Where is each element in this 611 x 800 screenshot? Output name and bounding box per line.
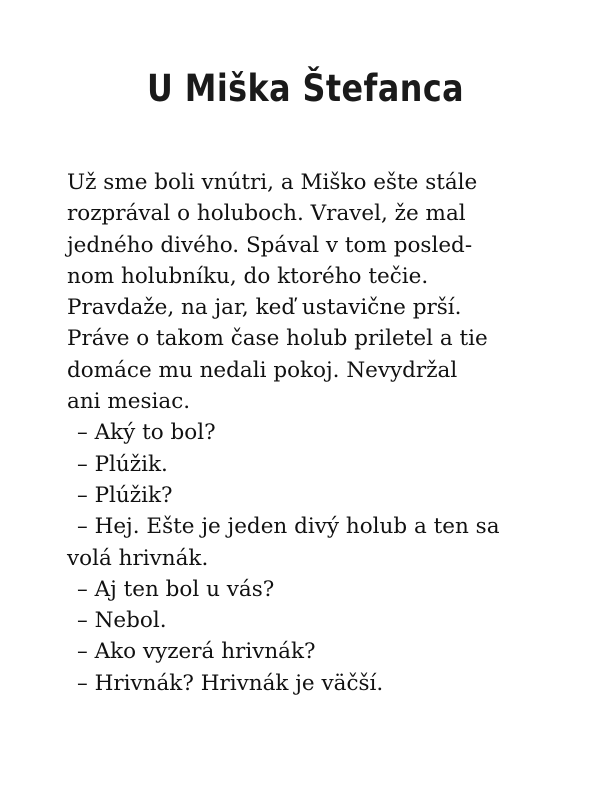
text-line: jedného divého. Spával v tom posled-	[67, 232, 473, 258]
text-line: nom holubníku, do ktorého tečie.	[67, 263, 429, 289]
dialog-line: – Plúžik?	[77, 482, 173, 508]
dialog-line: – Hej. Ešte je jeden divý holub a ten sa	[77, 514, 500, 540]
dialog-line: – Hrivnák? Hrivnák je väčší.	[77, 670, 384, 696]
dialog-line: – Ako vyzerá hrivnák?	[77, 639, 316, 665]
page-title: U Miška Štefanca	[146, 67, 465, 110]
text-line: domáce mu nedali pokoj. Nevydržal	[67, 357, 458, 383]
dialog-line: – Aký to bol?	[77, 420, 216, 446]
text-line: Už sme boli vnútri, a Miško ešte stále	[67, 170, 478, 195]
text-line: rozprával o holuboch. Vravel, že mal	[67, 201, 466, 227]
text-line: volá hrivnák.	[67, 545, 209, 571]
dialog-line: – Nebol.	[77, 608, 167, 634]
text-line: Práve o takom čase holub priletel a tie	[67, 326, 488, 352]
body-text	[67, 167, 567, 699]
text-line: Pravdaže, na jar, keď ustavične prší.	[67, 295, 462, 321]
text-line: ani mesiac.	[67, 389, 191, 415]
dialog-line: – Aj ten bol u vás?	[77, 576, 275, 602]
dialog-line: – Plúžik.	[77, 451, 168, 477]
